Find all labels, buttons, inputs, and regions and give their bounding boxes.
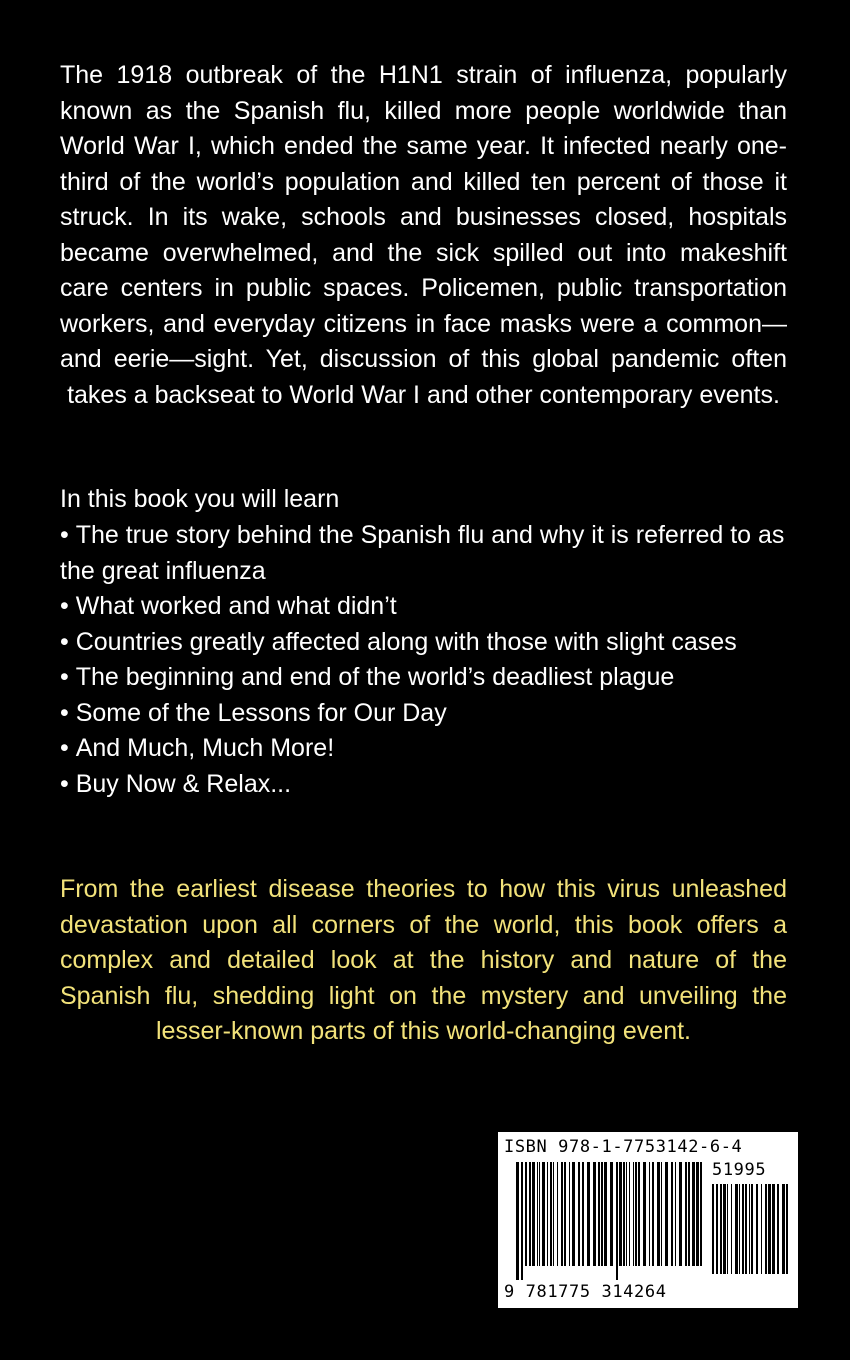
barcode-bar [652,1162,654,1266]
barcode-bar [593,1162,596,1266]
learn-heading: In this book you will learn [60,485,340,513]
barcode-bar [749,1184,750,1274]
barcode-bar [786,1184,788,1274]
barcode-bar [679,1162,682,1266]
barcode-bar [553,1162,554,1266]
learn-list [60,518,787,802]
barcode-bar [700,1162,702,1266]
list-item: • Countries greatly affected along with those with slight cases [60,625,787,661]
list-item: • The beginning and end of the world’s deadliest plague [60,660,787,696]
barcode-bar [772,1184,775,1274]
barcode-bar [623,1162,625,1266]
barcode-bar [601,1162,603,1266]
barcode-bar [604,1162,607,1266]
list-item: • Some of the Lessons for Our Day [60,696,787,732]
barcode-bar [671,1162,673,1266]
barcode-bar [572,1162,575,1266]
barcode-bar [665,1162,668,1266]
barcode-bar [742,1184,744,1274]
barcode-bar [643,1162,646,1266]
barcode-addon-bars [712,1184,790,1302]
barcode-bar [720,1184,722,1274]
barcode-bar [569,1162,570,1266]
closing-paragraph: From the earliest disease theories to how this virus unleashed devastation upon all corners of the world, this book offers a complex and detailed look at the history and nature of the Spanish flu, shedding light on the mystery and unveiling the lesser-known parts of this world-changing event. [60,875,787,1045]
barcode-bar [550,1162,552,1266]
barcode-bar [735,1184,738,1274]
barcode-bar [745,1184,747,1274]
barcode-bar [716,1184,718,1274]
barcode-bar [539,1162,540,1266]
barcode-bar [756,1184,758,1274]
isbn-label: ISBN 978-1-7753142-6-4 [504,1137,743,1157]
barcode-bar [688,1162,690,1266]
barcode-bar [587,1162,590,1266]
barcode-bar [561,1162,563,1266]
intro-paragraph: The 1918 outbreak of the H1N1 strain of influenza, popularly known as the Spanish flu, killed more people worldwide than World War I, which ended the same year. It infected nearly one-third of the world’s population and killed ten percent of those it struck. In its wake, schools and businesses closed, hospitals became overwhelmed, and the sick spilled out into makeshift care centers in public spaces. Policemen, public transportation workers, and everyday citizens in face masks were a common—and eerie—sight. Yet, discussion of this global pandemic often takes a backseat to World War I and other contemporary events. [60,61,787,409]
barcode-bar [629,1162,630,1266]
barcode-bar [768,1184,771,1274]
barcode-bar [661,1162,662,1266]
barcode-bar [547,1162,548,1266]
barcode-bar [616,1162,618,1280]
price-code: 51995 [712,1160,767,1180]
barcode-bar [731,1184,732,1274]
barcode-bar [525,1162,527,1266]
barcode-bar [610,1162,613,1266]
barcode-bar [633,1162,634,1266]
barcode-bar [635,1162,637,1266]
barcode-bars [516,1162,702,1280]
list-item: • The true story behind the Spanish flu and why it is referred to as the great influenza [60,518,787,589]
barcode-bar [739,1184,740,1274]
barcode-bar [542,1162,545,1266]
barcode-bar [751,1184,753,1274]
barcode-bar [619,1162,622,1266]
barcode-bar [626,1162,627,1266]
barcode-bar [521,1162,523,1280]
list-item: • Buy Now & Relax... [60,767,787,803]
barcode-bar [638,1162,640,1266]
barcode-bar [598,1162,600,1266]
barcode-bar [712,1184,714,1274]
barcode-bar [657,1162,660,1266]
ean-digits: 9 781775 314264 [504,1282,667,1302]
barcode-bar [782,1184,785,1274]
barcode-bar [723,1184,726,1274]
barcode-bar [529,1162,531,1266]
isbn-barcode [498,1132,798,1308]
barcode-bar [516,1162,519,1280]
barcode-bar [696,1162,699,1266]
barcode-bar [692,1162,695,1266]
barcode-bar [564,1162,566,1266]
barcode-bar [675,1162,676,1266]
barcode-bar [727,1184,728,1274]
barcode-bar [649,1162,650,1266]
barcode-bar [582,1162,584,1266]
barcode-bar [765,1184,767,1274]
barcode-bar [537,1162,538,1266]
barcode-bar [777,1184,779,1274]
barcode-bar [557,1162,558,1266]
barcode-bar [578,1162,580,1266]
list-item: • What worked and what didn’t [60,589,787,625]
barcode-bar [761,1184,762,1274]
barcode-bar [685,1162,687,1266]
list-item: • And Much, Much More! [60,731,787,767]
barcode-bar [532,1162,535,1266]
